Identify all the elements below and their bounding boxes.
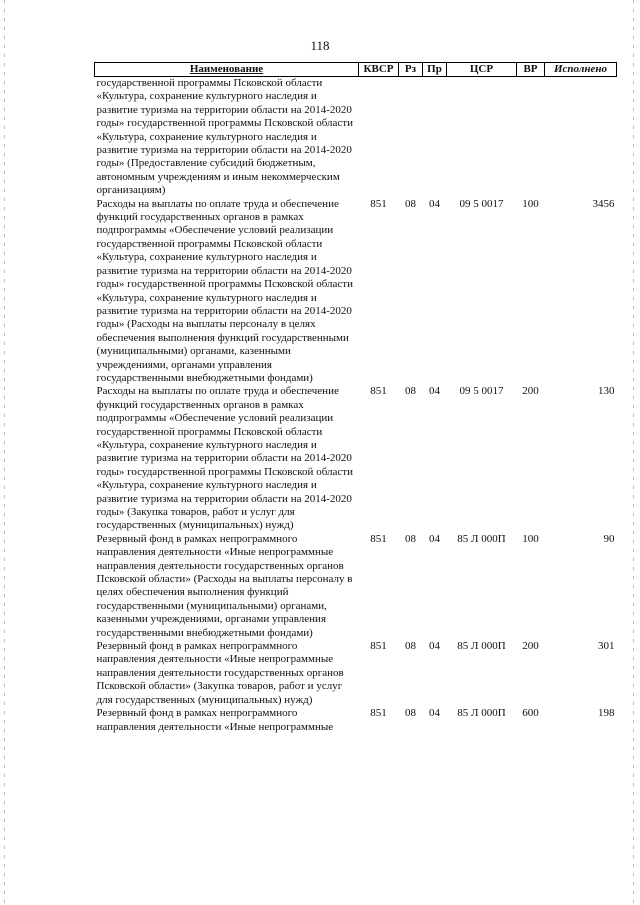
row-name: Расходы на выплаты по оплате труда и обеспечение функций государственных органов в рамках подпрограммы «Обеспечение условий реализации государственной программы Псковской области «Культура, сохранение культурного наследия и развитие туризма на территории области на 2014-2020 годы» государственной программы Псковской области «Культура, сохранение культурного наследия и развитие туризма на территории области на 2014-2020 годы» (Расходы на выплаты персоналу в целях обеспечения выполнения функций государственными (муниципальными) органами, казенными учреждениями, органами управления государственными внебюджетными фондами)	[96, 197, 353, 384]
row-vr: 200	[522, 385, 539, 398]
row-vr: 600	[522, 707, 539, 720]
row-csr: 09 5 0017	[459, 197, 504, 210]
row-kvsr: 851	[370, 707, 387, 720]
header-rz: Рз	[399, 63, 423, 77]
row-kvsr: 851	[370, 532, 387, 545]
row-done: 90	[603, 532, 615, 545]
table-body	[95, 77, 617, 734]
row-done: 198	[598, 707, 615, 720]
header-vr: ВР	[517, 63, 545, 77]
row-rz: 08	[405, 385, 416, 398]
row-vr: 100	[522, 197, 539, 210]
row-pr: 04	[429, 640, 440, 653]
row-csr: 85 Л 000П	[457, 532, 506, 545]
row-vr: 200	[522, 640, 539, 653]
header-csr: ЦСР	[447, 63, 517, 77]
header-done: Исполнено	[545, 63, 617, 77]
row-rz: 08	[405, 197, 416, 210]
page-number: 118	[310, 38, 330, 53]
row-kvsr	[359, 77, 399, 198]
row-vr: 100	[522, 532, 539, 545]
row-csr: 85 Л 000П	[457, 707, 506, 720]
row-vr	[517, 77, 545, 198]
row-name: Резервный фонд в рамках непрограммного направления деятельности «Иные непрограммные	[96, 707, 334, 733]
table-header	[95, 63, 617, 77]
row-pr: 04	[429, 532, 440, 545]
row-kvsr: 851	[370, 197, 387, 210]
table-row	[95, 707, 617, 734]
row-name: Резервный фонд в рамках непрограммного направления деятельности «Иные непрограммные направления деятельности государственных органов Псковской области» (Расходы на выплаты персоналу в целях обеспечения выполнения функций государственными (муниципальными) органами, казенными учреждениями, органами управления государственными внебюджетными фондами)	[96, 532, 353, 639]
scan-edge-left	[4, 0, 5, 905]
row-done: 301	[598, 640, 615, 653]
row-done: 3456	[592, 197, 615, 210]
scan-edge-right	[633, 0, 634, 905]
header-name: Наименование	[95, 63, 359, 77]
row-rz: 08	[405, 707, 416, 720]
budget-table	[94, 62, 617, 734]
row-pr	[423, 77, 447, 198]
row-csr: 09 5 0017	[459, 385, 504, 398]
row-csr	[447, 77, 517, 198]
row-rz: 08	[405, 640, 416, 653]
row-pr: 04	[429, 707, 440, 720]
row-pr: 04	[429, 197, 440, 210]
table-row	[95, 533, 617, 640]
row-name: государственной программы Псковской области «Культура, сохранение культурного наследия и развитие туризма на территории области на 2014-2020 годы» государственной программы Псковской области «Культура, сохранение культурного наследия и развитие туризма на территории области на 2014-2020 годы» (Предоставление субсидий бюджетным, автономным учреждениям и иным некоммерческим организациям)	[96, 77, 353, 197]
row-done	[545, 77, 617, 198]
row-name: Расходы на выплаты по оплате труда и обеспечение функций государственных органов в рамках подпрограммы «Обеспечение условий реализации государственной программы Псковской области «Культура, сохранение культурного наследия и развитие туризма на территории области на 2014-2020 годы» государственной программы Псковской области «Культура, сохранение культурного наследия и развитие туризма на территории области на 2014-2020 годы» (Закупка товаров, работ и услуг для государственных (муниципальных) нужд)	[96, 385, 353, 532]
table-row	[95, 640, 617, 707]
row-csr: 85 Л 000П	[457, 640, 506, 653]
table-row	[95, 198, 617, 386]
row-kvsr: 851	[370, 640, 387, 653]
table-row	[95, 385, 617, 532]
header-kvsr: КВСР	[359, 63, 399, 77]
row-done: 130	[598, 385, 615, 398]
header-pr: Пр	[423, 63, 447, 77]
row-rz	[399, 77, 423, 198]
row-kvsr: 851	[370, 385, 387, 398]
row-name: Резервный фонд в рамках непрограммного направления деятельности «Иные непрограммные направления деятельности государственных органов Псковской области» (Закупка товаров, работ и услуг для государственных (муниципальных) нужд)	[96, 640, 344, 706]
row-pr: 04	[429, 385, 440, 398]
table-row	[95, 77, 617, 198]
row-rz: 08	[405, 532, 416, 545]
